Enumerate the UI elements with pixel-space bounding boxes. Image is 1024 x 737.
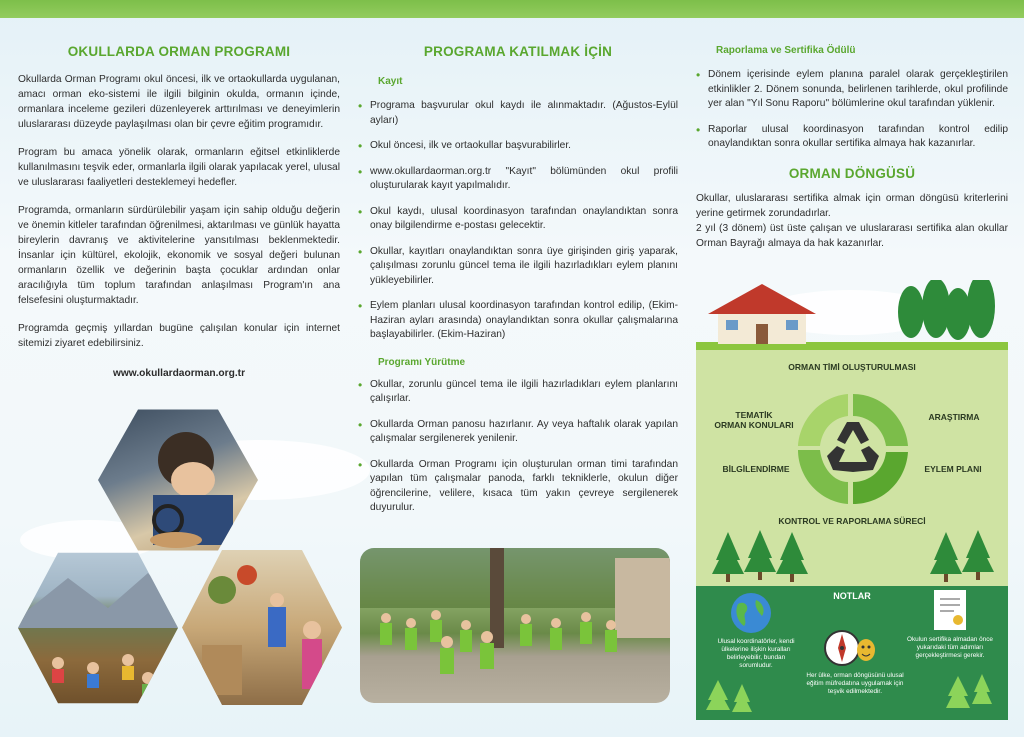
kayit-list	[358, 99, 678, 343]
yurutme-list	[358, 378, 678, 516]
section-title: PROGRAMA KATILMAK İÇİN	[423, 44, 613, 59]
report-list	[696, 68, 1008, 152]
list-item: • Okullarda Orman panosu hazırlanır. Ay veya haftalık olarak yapılan çalışmalar sergilenerek yenilenir.	[358, 418, 678, 447]
house-icon	[708, 284, 816, 344]
subsection-title-yurutme: Programı Yürütme	[378, 356, 466, 368]
list-item: • Eylem planları ulusal koordinasyon tarafından kontrol edilip, (Ekim-Haziran ayları arasında) onaylandıktan sonra okullar çalışmalarına başlayabilirler. (Ekim-Haziran)	[358, 299, 678, 343]
website-link[interactable]: www.okullardaorman.org.tr	[112, 368, 246, 379]
compass-icon	[822, 626, 878, 672]
note-bottom: Her ülke, orman döngüsünü ulusal eğitim müfredatına uygulamak için teşvik edilmektedir.	[806, 672, 904, 695]
tree-icon	[946, 674, 992, 708]
cycle-step-right-top: ARAŞTIRMA	[928, 412, 980, 422]
notes-title: NOTLAR	[833, 591, 871, 601]
list-item: • Okul kaydı, ulusal koordinasyon tarafından onaylandıktan sonra onay bilgilendirme e-postası gelecektir.	[358, 205, 678, 234]
globe-icon	[728, 590, 774, 636]
list-item: • Programa başvurular okul kaydı ile alınmaktadır. (Ağustos-Eylül ayları)	[358, 99, 678, 128]
recycle-icon	[794, 390, 912, 508]
list-item: • Okul öncesi, ilk ve ortaokullar başvurabilirler.	[358, 139, 678, 154]
notes-trees-left	[704, 676, 760, 716]
cycle-step-right-mid: EYLEM PLANI	[924, 464, 982, 474]
children-circle-illustration	[360, 548, 670, 703]
note-right: Okulun sertifika almadan önce yukarıdaki tüm adımları gerçekleştirmesi gerekir.	[907, 636, 993, 659]
subsection-title-report: Raporlama ve Sertifika Ödülü	[716, 45, 856, 56]
column-reporting	[696, 18, 1008, 251]
list-item: • Okullar, zorunlu güncel tema ile ilgili hazırladıkları eylem planlarını çalışırlar.	[358, 378, 678, 407]
paragraph: Programda geçmiş yıllardan bugüne çalışılan konular için internet sitemizi ziyaret edebilirsiniz.	[18, 323, 340, 349]
tree-icon	[712, 530, 994, 574]
list-item: • Dönem içerisinde eylem planına paralel olarak gerçekleştirilen etkinlikler 2. Dönem sonunda, belirlenen tarihlerde, okul profilinde yer alan "Yıl Sonu Raporu" bölümlerine okul tarafından yüklenir.	[696, 68, 1008, 112]
paragraph: Program bu amaca yönelik olarak, ormanların eğitsel etkinliklerde kullanılmasını teşvik eder, ormanlarla ilgili olarak yapılacak yerel, ulusal ve uluslararası faaliyetleri desteklemeyi hedefler.	[18, 147, 340, 188]
list-item: • Okullar, kayıtları onaylandıktan sonra üye girişinden giriş yaparak, çalışılması zorunlu güncel tema ile ilgili hazırladıkları eylem planını yükleyebilirler.	[358, 245, 678, 289]
cycle-step-left-mid: BİLGİLENDİRME	[722, 464, 790, 474]
paragraph: Okullar, uluslararası sertifika almak için orman döngüsü kriterlerini yerine getirmek zorundadırlar.	[696, 192, 1008, 219]
cycle-step-top: ORMAN TİMİ OLUŞTURULMASI	[788, 362, 916, 372]
notes-trees-right	[942, 670, 998, 716]
certificate-icon	[932, 588, 968, 632]
list-item: • Okullarda Orman Programı için oluşturulan orman timi tarafından yapılan tüm çalışmalar panoda, farklı tekniklerle, okulun diğer öğrencilerine, velilere, kısaca tüm yakın çevreye sergilenerek duyurulur.	[358, 458, 678, 516]
section-title: OKULLARDA ORMAN PROGRAMI	[67, 44, 291, 59]
tree-icon	[706, 680, 752, 712]
paragraph: Okullarda Orman Programı okul öncesi, ilk ve ortaokullarda uygulanan, amacı orman eko-sistemi ile ilgili bilginin okulda, ormanın içinde, ormanlara inceleme gezileri düzenleyerek arttırılması ve deneyimlerin uluslararası düzeyde paylaşılması olan bir çevre eğitim programıdır.	[18, 74, 340, 130]
subsection-title-kayit: Kayıt	[378, 76, 403, 87]
list-item: • Raporlar ulusal koordinasyon tarafından kontrol edilip onaylandıktan sonra okullar sertifika almaya hak kazanırlar.	[696, 123, 1008, 152]
theater-mask-icon	[857, 639, 875, 661]
photo-children-circle	[360, 548, 670, 703]
cycle-step-left-top: TEMATİK ORMAN KONULARI	[714, 410, 794, 430]
column-program-info	[18, 18, 340, 379]
notes-panel	[696, 586, 1008, 720]
paragraph: 2 yıl (3 dönem) üst üste çalışan ve uluslararası sertifika alan okullar Orman Bayrağı almaya da hak kazanırlar.	[696, 222, 1008, 249]
tree-icon	[898, 280, 995, 340]
trees-row-illustration	[696, 526, 1008, 586]
note-left: Ulusal koordinatörler, kendi ülkelerine ilişkin kuralları belirleyebilir, bundan sorumludur.	[717, 638, 795, 669]
list-item: • www.okullardaorman.org.tr "Kayıt" bölümünden okul profili oluşturularak kayıt yapılmalıdır.	[358, 165, 678, 194]
column-participation	[358, 18, 678, 516]
cycle-step-bottom: KONTROL VE RAPORLAMA SÜRECİ	[778, 516, 926, 526]
forest-cycle-panel	[696, 350, 1008, 586]
house-trees-illustration	[696, 280, 1008, 352]
section-title: ORMAN DÖNGÜSÜ	[788, 165, 916, 181]
paragraph: Programda, ormanların sürdürülebilir yaşam için sahip olduğu değerin ve önemin kitleler tarafından öğrenilmesi, aktarılması ve günlük hayatta bireylerin davranış ve aktivitelerine yansıtılması beklenmektedir. İnsanlar için kültürel, ekolojik, ekonomik ve sosyal değeri bulunan ormanların özellik ve değerinin başta çocuklar ardından onlar aracılığıyla tüm toplum tarafından anlaşılması Program'ın ana felsefesini oluşturmaktadır.	[18, 205, 340, 306]
top-green-band	[0, 0, 1024, 18]
